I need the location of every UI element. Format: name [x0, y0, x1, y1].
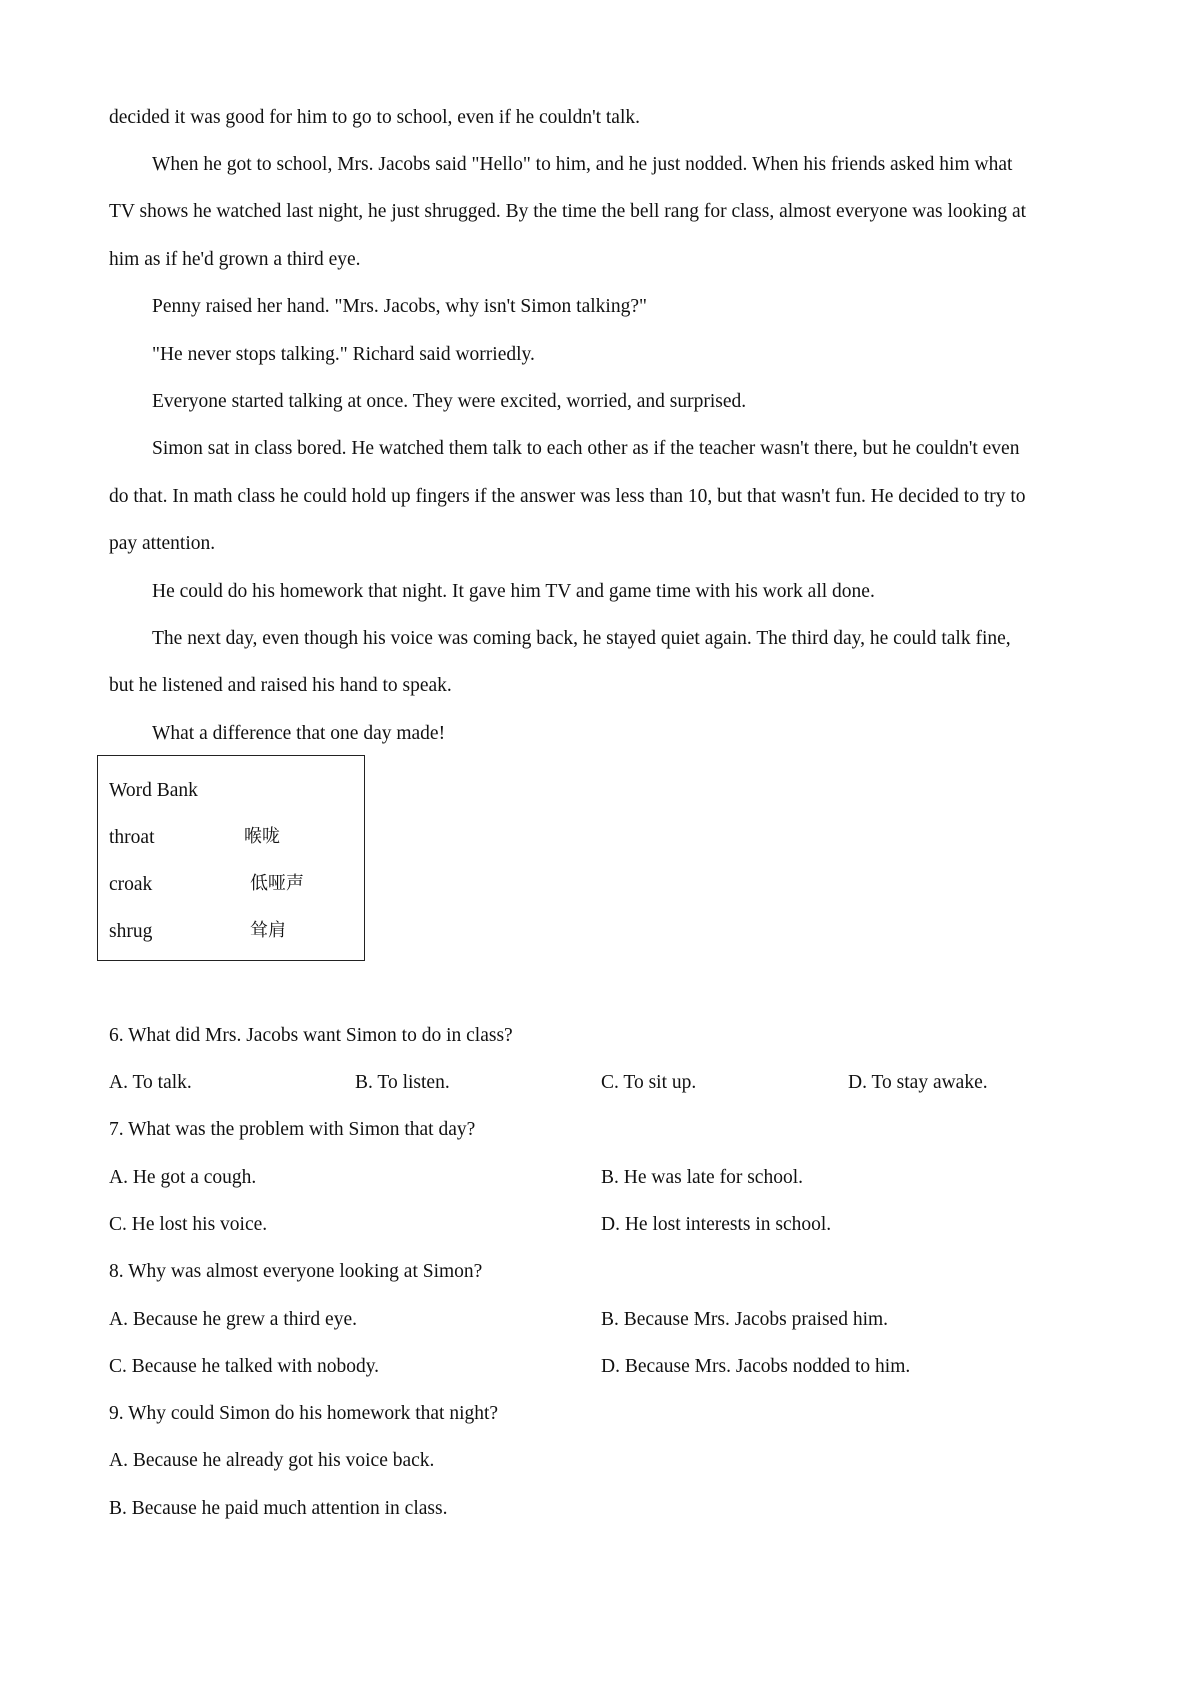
option-6b: B. To listen.: [355, 1072, 450, 1093]
option-9b: B. Because he paid much attention in class.: [109, 1498, 448, 1519]
passage-line: but he listened and raised his hand to speak.: [109, 675, 452, 696]
option-8b: B. Because Mrs. Jacobs praised him.: [601, 1309, 889, 1330]
question-7: 7. What was the problem with Simon that day?: [109, 1119, 476, 1140]
passage-line: Simon sat in class bored. He watched them talk to each other as if the teacher wasn't there, but he couldn't even: [152, 438, 1020, 459]
option-7a: A. He got a cough.: [109, 1167, 257, 1188]
passage-line: TV shows he watched last night, he just shrugged. By the time the bell rang for class, almost everyone was looking at: [109, 201, 1027, 222]
passage-line: He could do his homework that night. It gave him TV and game time with his work all done.: [152, 581, 875, 602]
option-6d: D. To stay awake.: [848, 1072, 988, 1093]
question-8: 8. Why was almost everyone looking at Simon?: [109, 1261, 483, 1282]
option-6a: A. To talk.: [109, 1072, 192, 1093]
passage-line: decided it was good for him to go to school, even if he couldn't talk.: [109, 107, 640, 128]
word-bank-term: shrug: [109, 921, 153, 942]
passage-line: "He never stops talking." Richard said worriedly.: [152, 344, 535, 365]
word-bank-box: [97, 755, 365, 961]
word-bank-translation: 低哑声: [250, 873, 304, 894]
option-7c: C. He lost his voice.: [109, 1214, 268, 1235]
option-8a: A. Because he grew a third eye.: [109, 1309, 357, 1330]
word-bank-term: throat: [109, 827, 155, 848]
passage-line: Penny raised her hand. "Mrs. Jacobs, why isn't Simon talking?": [152, 296, 647, 317]
passage-line: him as if he'd grown a third eye.: [109, 249, 361, 270]
word-bank-term: croak: [109, 874, 153, 895]
option-9a: A. Because he already got his voice back.: [109, 1450, 435, 1471]
option-8c: C. Because he talked with nobody.: [109, 1356, 380, 1377]
passage-line: When he got to school, Mrs. Jacobs said "Hello" to him, and he just nodded. When his friends asked him what: [152, 154, 1013, 175]
option-6c: C. To sit up.: [601, 1072, 697, 1093]
word-bank-translation: 喉咙: [244, 826, 280, 847]
option-8d: D. Because Mrs. Jacobs nodded to him.: [601, 1356, 911, 1377]
passage-line: Everyone started talking at once. They were excited, worried, and surprised.: [152, 391, 747, 412]
word-bank-title: Word Bank: [109, 780, 198, 801]
question-9: 9. Why could Simon do his homework that night?: [109, 1403, 499, 1424]
passage-line: do that. In math class he could hold up fingers if the answer was less than 10, but that wasn't fun. He decided to try to: [109, 486, 1026, 507]
passage-line: The next day, even though his voice was coming back, he stayed quiet again. The third day, he could talk fine,: [152, 628, 1011, 649]
option-7d: D. He lost interests in school.: [601, 1214, 832, 1235]
passage-line: What a difference that one day made!: [152, 723, 446, 744]
word-bank-translation: 耸肩: [250, 920, 286, 941]
question-6: 6. What did Mrs. Jacobs want Simon to do in class?: [109, 1025, 513, 1046]
option-7b: B. He was late for school.: [601, 1167, 803, 1188]
passage-line: pay attention.: [109, 533, 216, 554]
